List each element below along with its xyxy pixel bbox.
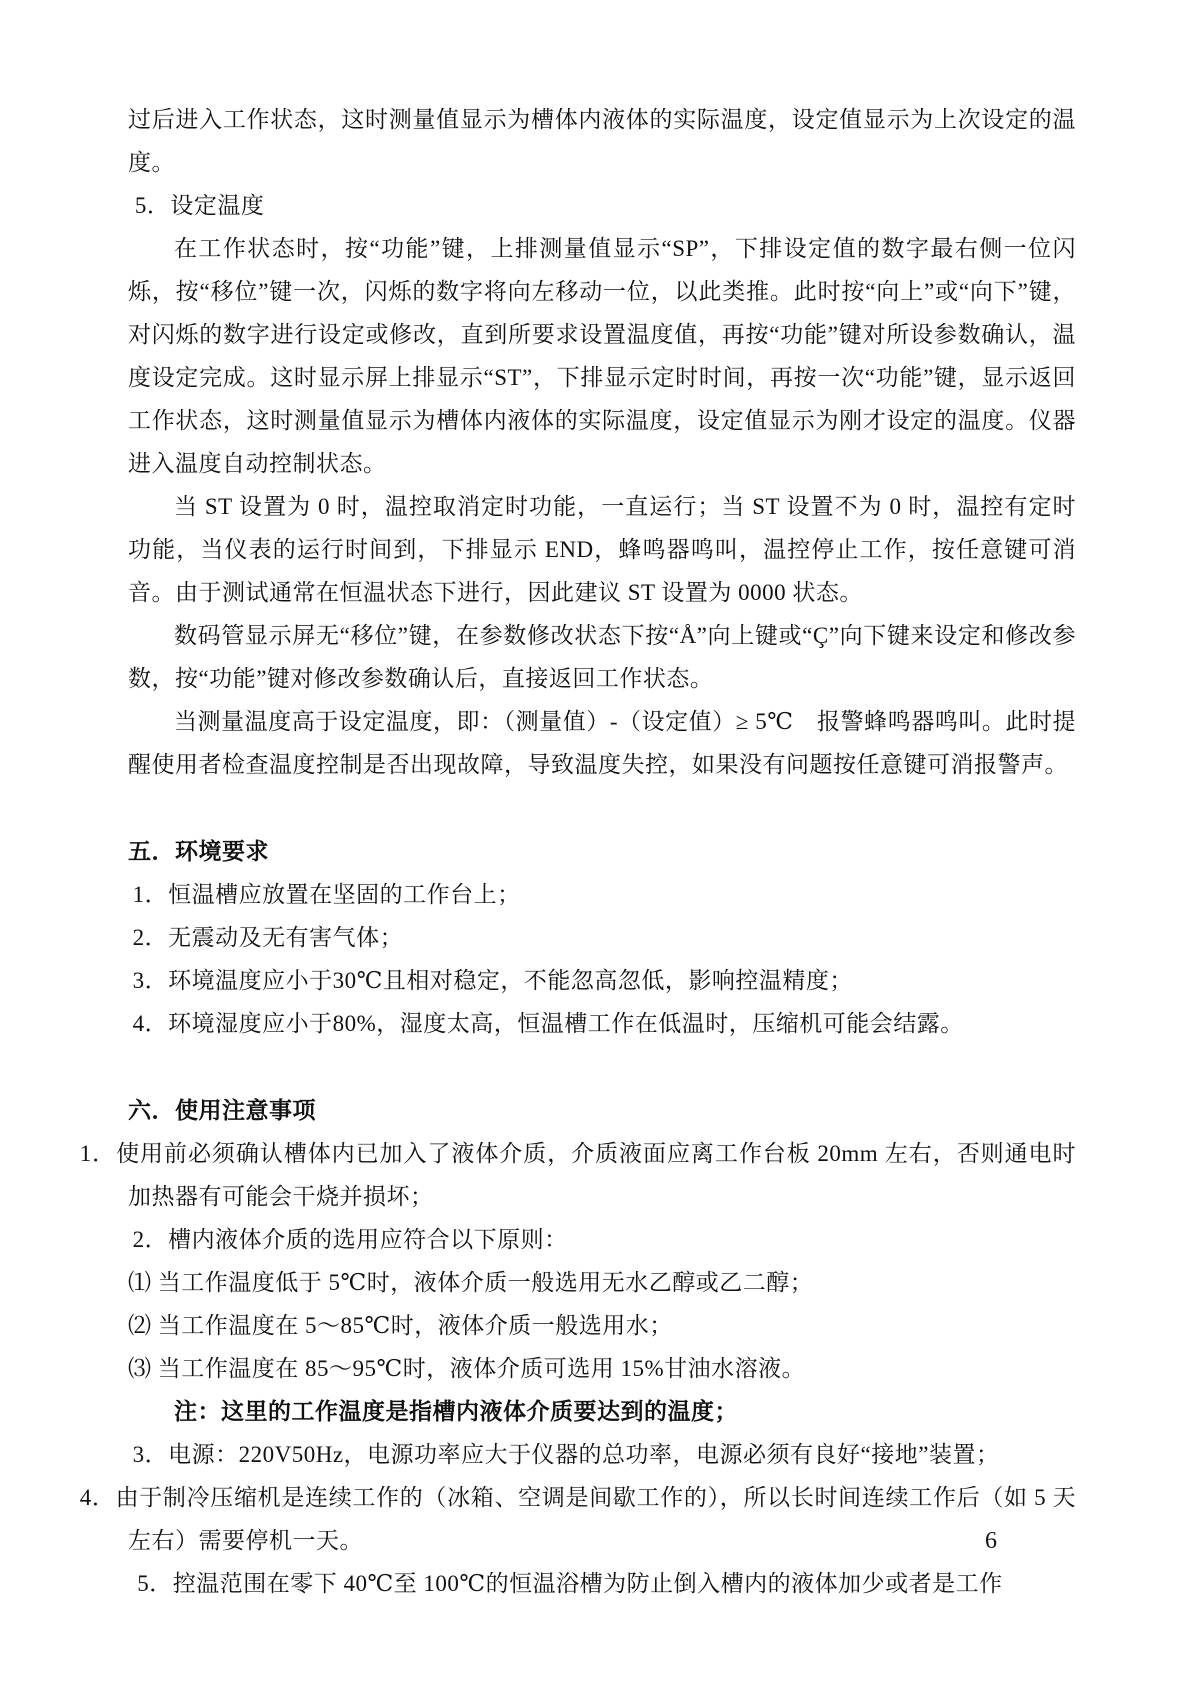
usage-item-2-sub-3: ⑶ 当工作温度在 85～95℃时，液体介质可选用 15%甘油水溶液。 [128, 1356, 806, 1381]
usage-item-2: 2．槽内液体介质的选用应符合以下原则： [132, 1227, 568, 1252]
heading-environment-requirements: 五．环境要求 [128, 838, 269, 864]
section-gap [128, 786, 1076, 830]
usage-note-bold: 注：这里的工作温度是指槽内液体介质要达到的温度； [174, 1398, 738, 1424]
page-number: 6 [985, 1528, 997, 1554]
env-item-3: 3．环境温度应小于30℃且相对稳定，不能忽高忽低，影响控温精度； [132, 968, 853, 993]
usage-item-2-sub-1: ⑴ 当工作温度低于 5℃时，液体介质一般选用无水乙醇或乙二醇； [128, 1270, 814, 1295]
usage-item-4: 4．由于制冷压缩机是连续工作的（冰箱、空调是间歇工作的），所以长时间连续工作后（如 5 天左右）需要停机一天。 [79, 1485, 1076, 1553]
env-item-1: 1．恒温槽应放置在坚固的工作台上； [132, 882, 521, 907]
paragraph-carryover: 过后进入工作状态，这时测量值显示为槽体内液体的实际温度，设定值显示为上次设定的温度。 [128, 107, 1076, 175]
paragraph-set-temp-procedure: 在工作状态时，按“功能”键，上排测量值显示“SP”，下排设定值的数字最右侧一位闪烁，按“移位”键一次，闪烁的数字将向左移动一位，以此类推。此时按“向上”或“向下”键，对闪烁的数字进行设定或修改，直到所要求设置温度值，再按“功能”键对所设参数确认，温度设定完成。这时显示屏上排显示“ST”，下排显示定时时间，再按一次“功能”键，显示返回工作状态，这时测量值显示为槽体内液体的实际温度，设定值显示为刚才设定的温度。仪器进入温度自动控制状态。 [128, 236, 1076, 476]
paragraph-overtemp-alarm: 当测量温度高于设定温度，即：（测量值）-（设定值）≥ 5℃ 报警蜂鸣器鸣叫。此时提醒使用者检查温度控制是否出现故障，导致温度失控，如果没有问题按任意键可消报警声。 [128, 709, 1076, 777]
usage-item-3: 3．电源：220V50Hz，电源功率应大于仪器的总功率，电源必须有良好“接地”装置； [132, 1442, 1000, 1467]
env-item-4: 4．环境湿度应小于80%，湿度太高，恒温槽工作在低温时，压缩机可能会结露。 [132, 1011, 964, 1036]
page-content [79, 98, 1076, 1605]
env-item-2: 2．无震动及无有害气体； [132, 925, 404, 950]
heading-set-temperature: 5．设定温度 [134, 193, 265, 218]
usage-item-2-sub-2: ⑵ 当工作温度在 5～85℃时，液体介质一般选用水； [128, 1313, 673, 1338]
section-gap [128, 1045, 1076, 1089]
usage-item-5: 5．控温范围在零下 40℃至 100℃的恒温浴槽为防止倒入槽内的液体加少或者是工作 [137, 1571, 1003, 1596]
paragraph-digital-display-keys: 数码管显示屏无“移位”键，在参数修改状态下按“Å”向上键或“Ç”向下键来设定和修改参数，按“功能”键对修改参数确认后，直接返回工作状态。 [128, 623, 1076, 691]
usage-item-1: 1．使用前必须确认槽体内已加入了液体介质，介质液面应离工作台板 20mm 左右，否则通电时加热器有可能会干烧并损坏； [79, 1141, 1076, 1209]
paragraph-st-timer: 当 ST 设置为 0 时，温控取消定时功能，一直运行；当 ST 设置不为 0 时，温控有定时功能，当仪表的运行时间到，下排显示 END，蜂鸣器鸣叫，温控停止工作，按任意键可消音。由于测试通常在恒温状态下进行，因此建议 ST 设置为 0000 状态。 [128, 494, 1076, 605]
heading-usage-notes: 六．使用注意事项 [128, 1097, 316, 1123]
